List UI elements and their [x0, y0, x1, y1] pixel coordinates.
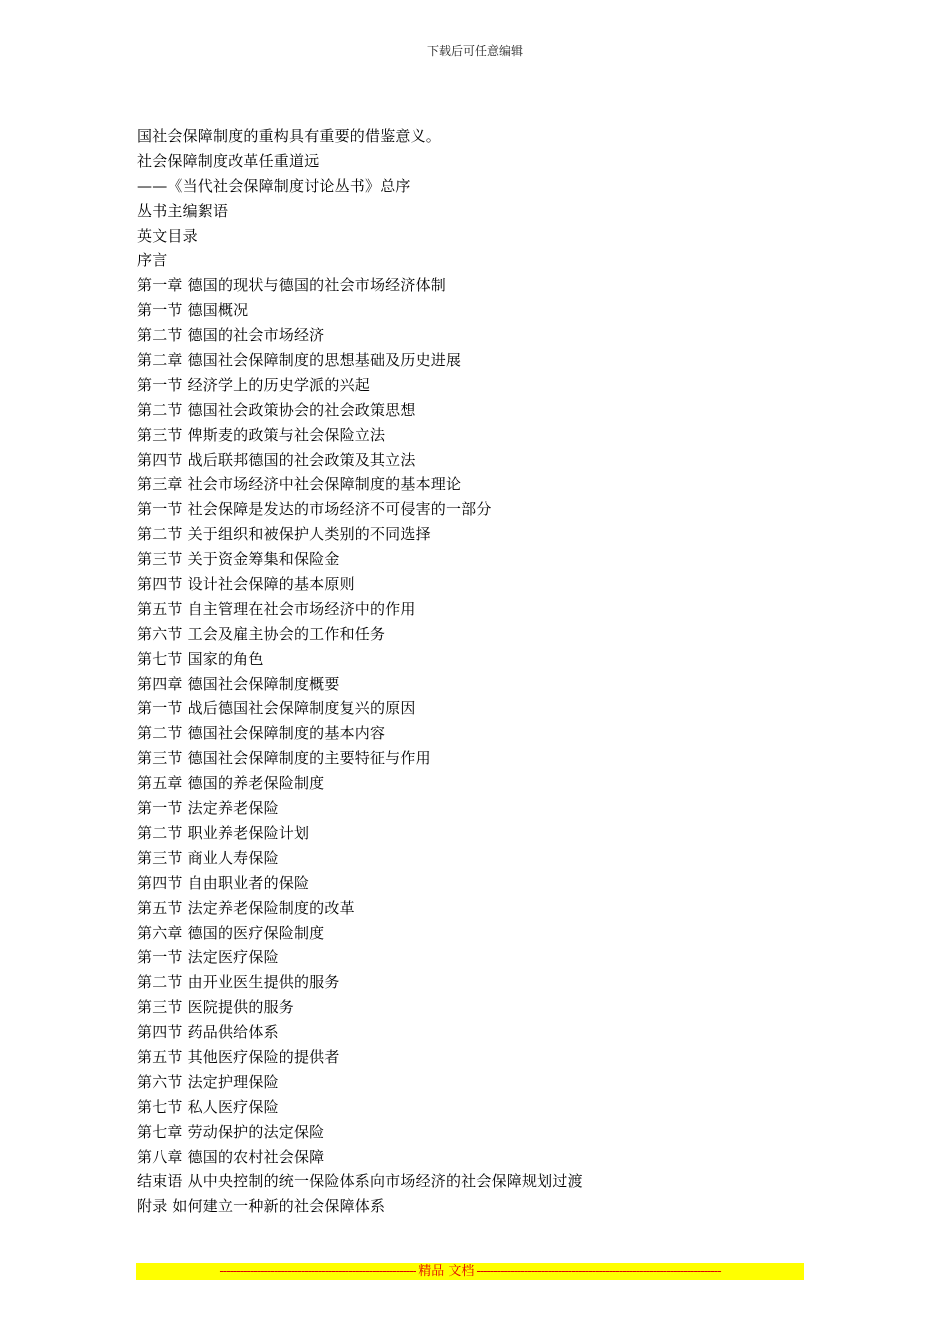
toc-line: 第二节 职业养老保险计划	[137, 823, 310, 842]
toc-line: 第二节 关于组织和被保护人类别的不同选择	[137, 525, 431, 544]
toc-line: 第三节 商业人寿保险	[137, 848, 279, 867]
toc-line: 序言	[137, 251, 168, 270]
toc-line: 附录 如何建立一种新的社会保障体系	[137, 1197, 386, 1216]
table-of-contents	[137, 124, 817, 1219]
toc-line: 第三节 俾斯麦的政策与社会保险立法	[137, 425, 386, 444]
toc-line: 第三节 德国社会保障制度的主要特征与作用	[137, 749, 431, 768]
toc-line: 第四节 设计社会保障的基本原则	[137, 575, 355, 594]
toc-line: 英文目录	[137, 226, 198, 245]
toc-line: ——《当代社会保障制度讨论丛书》总序	[137, 176, 411, 195]
toc-line: 第二节 德国社会保障制度的基本内容	[137, 724, 386, 743]
toc-line: 第二节 由开业医生提供的服务	[137, 973, 340, 992]
toc-line: 第五节 自主管理在社会市场经济中的作用	[137, 599, 416, 618]
toc-line: 第一节 德国概况	[137, 301, 249, 320]
toc-line: 第八章 德国的农村社会保障	[137, 1147, 325, 1166]
footer-banner	[136, 1263, 804, 1280]
toc-line: 国社会保障制度的重构具有重要的借鉴意义。	[137, 127, 442, 145]
toc-line: 第二节 德国的社会市场经济	[137, 326, 325, 345]
toc-line: 第五节 其他医疗保险的提供者	[137, 1047, 340, 1066]
page-header: 下载后可任意编辑	[426, 44, 523, 58]
toc-line: 第三节 关于资金筹集和保险金	[137, 550, 340, 569]
toc-line: 第一节 社会保障是发达的市场经济不可侵害的一部分	[137, 500, 492, 519]
toc-line: 第一节 经济学上的历史学派的兴起	[137, 375, 370, 394]
toc-line: 第七章 劳动保护的法定保险	[137, 1122, 325, 1141]
toc-line: 第二节 德国社会政策协会的社会政策思想	[137, 400, 416, 419]
toc-line: 第一章 德国的现状与德国的社会市场经济体制	[137, 276, 446, 295]
toc-line: 第六节 法定护理保险	[137, 1072, 279, 1091]
toc-line: 第四章 德国社会保障制度概要	[137, 674, 340, 693]
toc-line: 第五节 法定养老保险制度的改革	[137, 898, 355, 917]
toc-line: 社会保障制度改革任重道远	[137, 151, 320, 170]
toc-line: 第三章 社会市场经济中社会保障制度的基本理论	[137, 475, 462, 494]
toc-line: 第一节 战后德国社会保障制度复兴的原因	[137, 699, 416, 718]
toc-line: 第六节 工会及雇主协会的工作和任务	[137, 624, 386, 643]
toc-line: 第四节 药品供给体系	[137, 1023, 279, 1042]
footer-dashes-right: ------------------------------------------------------------------------	[476, 1264, 721, 1279]
toc-line: 第一节 法定养老保险	[137, 799, 279, 818]
toc-line: 第三节 医院提供的服务	[137, 998, 294, 1017]
toc-line: 第五章 德国的养老保险制度	[137, 774, 325, 793]
toc-line: 第四节 自由职业者的保险	[137, 873, 310, 892]
toc-line: 第一节 法定医疗保险	[137, 948, 279, 967]
footer-dashes-left: ----------------------------------------------------------	[219, 1264, 417, 1279]
toc-line: 丛书主编絮语	[137, 201, 229, 220]
toc-line: 第二章 德国社会保障制度的思想基础及历史进展	[137, 351, 462, 370]
toc-line: 第七节 国家的角色	[137, 649, 264, 668]
toc-line: 第七节 私人医疗保险	[137, 1097, 279, 1116]
footer-label: 精品 文档	[418, 1264, 475, 1279]
toc-line: 结束语 从中央控制的统一保险体系向市场经济的社会保障规划过渡	[137, 1172, 583, 1191]
toc-line: 第六章 德国的医疗保险制度	[137, 923, 325, 942]
toc-line: 第四节 战后联邦德国的社会政策及其立法	[137, 450, 416, 469]
